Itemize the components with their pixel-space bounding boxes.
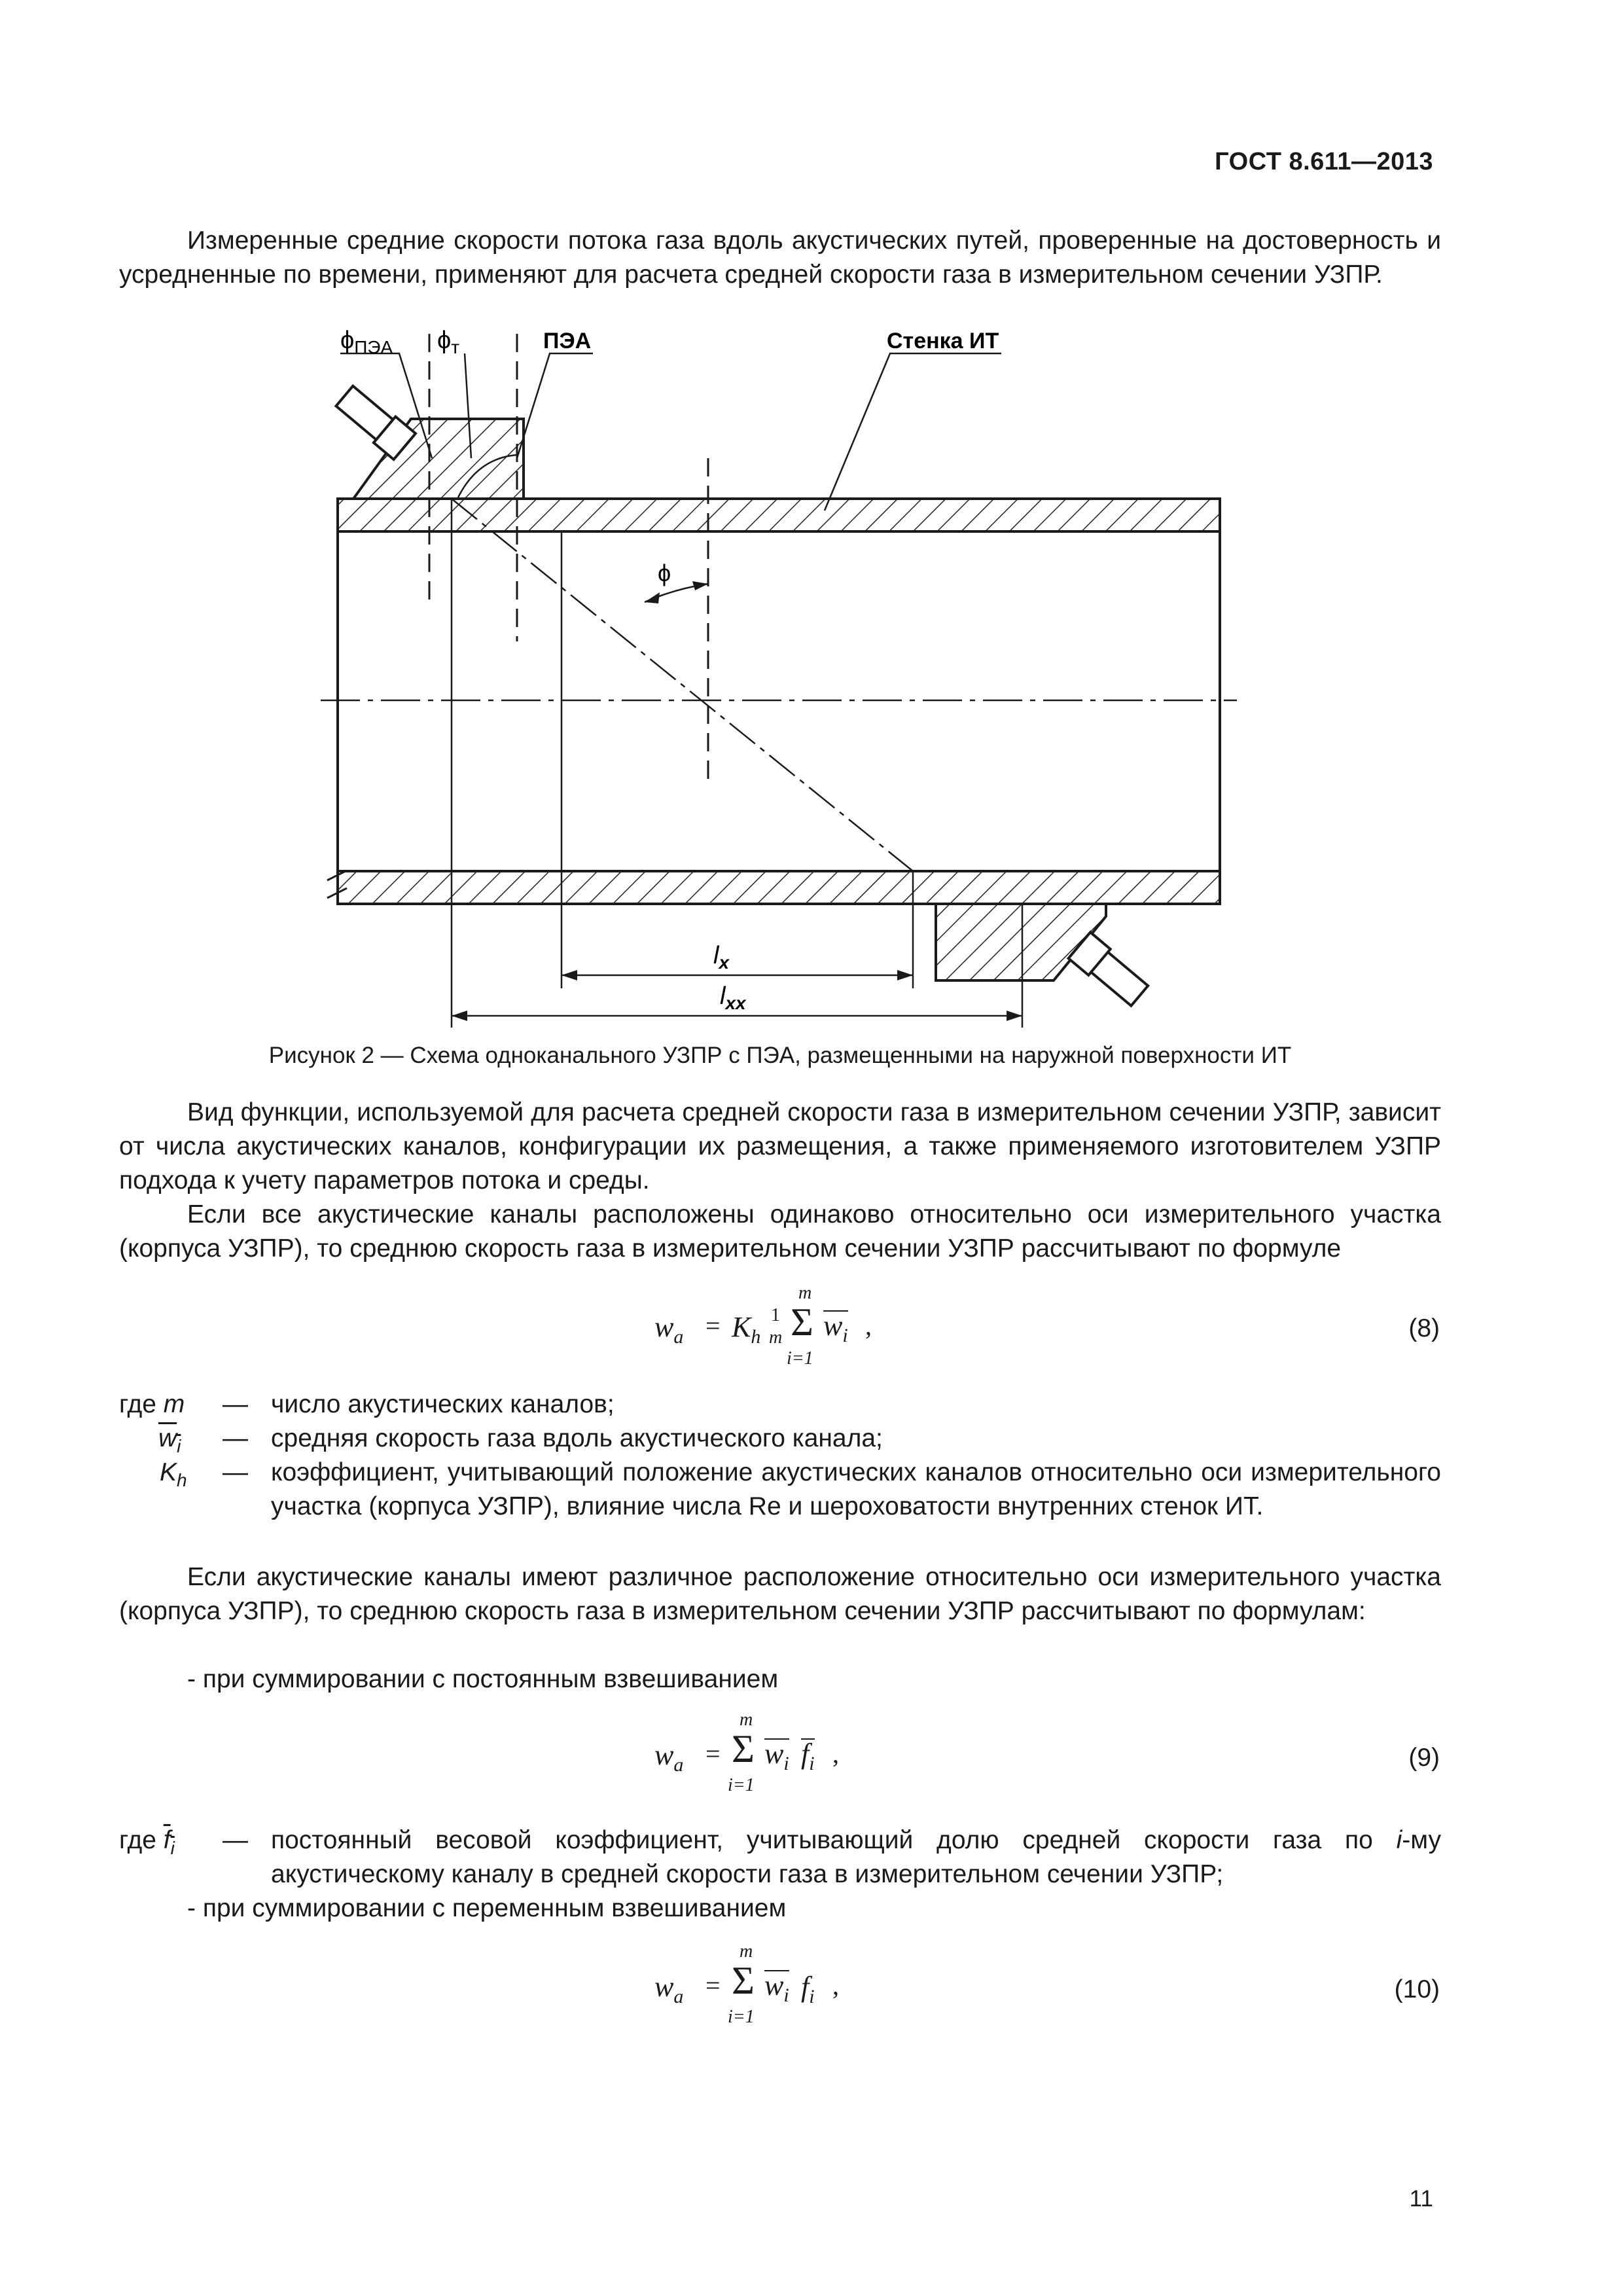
label-lxx: $l_{xx}$ (720, 982, 746, 1013)
page-number: 11 (1409, 2186, 1433, 2212)
figure-caption: Рисунок 2 — Схема одноканального УЗПР с ПЭА, размещенными на наружной поверхности ИТ (268, 1043, 1292, 1068)
bullet-variable-weighting: - при суммировании с переменным взвешиванием (187, 1894, 787, 1922)
definition-kh: $K_h$ — коэффициент, учитывающий положение акустических каналов относительно оси измерительного участка (корпуса УЗПР), влияние числа Re и шероховатости внутренних стенок ИТ. (160, 1458, 1441, 1520)
figure-diagram (0, 0, 1623, 1060)
definition-wi: $w_i$ — средняя скорость газа вдоль акустического канала; (158, 1424, 883, 1456)
label-phi-pea: $\phi_{ПЭА}$ (340, 327, 393, 357)
label-lx: $l_x$ (713, 942, 730, 973)
intro-paragraph: Измеренные средние скорости потока газа вдоль акустических путей, проверенные на достоверность и усредненные по времени, применяют для расчета средней скорости газа в измерительном сечении УЗПР. (119, 226, 1441, 289)
paragraph-function: Вид функции, используемой для расчета средней скорости газа в измерительном сечении УЗПР, зависит от числа акустических каналов, конфигурации их размещения, а также применяемого изготовителем УЗПР подхода к учету параметров потока и среды. (119, 1098, 1441, 1194)
pipe-wall-bottom (338, 871, 1220, 904)
paragraph-different-channels: Если акустические каналы имеют различное расположение относительно оси измерительного участка (корпуса УЗПР), то среднюю скорость газа в измерительном сечении УЗПР рассчитывают по формулам: (119, 1563, 1441, 1625)
formula-8-number: (8) (1408, 1314, 1440, 1342)
formula-10-number: (10) (1394, 1975, 1440, 2003)
document-id: ГОСТ 8.611—2013 (1215, 148, 1433, 175)
pipe-wall-top (338, 499, 1220, 531)
formula-8: $w_a$ = $K_h$ 1 m m Σ i=1 $w_i$ , (654, 1283, 872, 1369)
formula-10: $w_a$ = m Σ i=1 $w_i$ $f_i$ , (654, 1941, 839, 2027)
definition-m: где m — число акустических каналов; (119, 1390, 615, 1418)
paragraph-equal-channels: Если все акустические каналы расположены одинаково относительно оси измерительного участка (корпуса УЗПР), то среднюю скорость газа в измерительном сечении УЗПР рассчитывают по формуле (119, 1200, 1441, 1263)
label-phi: ϕ (658, 560, 671, 586)
label-wall: Стенка ИТ (887, 329, 999, 353)
definition-fi: где $f_i$ — постоянный весовой коэффициент, учитывающий долю средней скорости газа по i-му акустическому каналу в средней скорости газа в измерительном сечении УЗПР; (119, 1826, 1441, 1888)
bullet-constant-weighting: - при суммировании с постоянным взвешиванием (187, 1665, 779, 1693)
label-pea: ПЭА (543, 329, 592, 353)
formula-9: $w_a$ = m Σ i=1 $w_i$ $f_i$ , (654, 1710, 839, 1795)
formula-9-number: (9) (1408, 1744, 1440, 1772)
label-phi-t: $\phi_т$ (437, 327, 460, 357)
acoustic-path (452, 499, 913, 871)
